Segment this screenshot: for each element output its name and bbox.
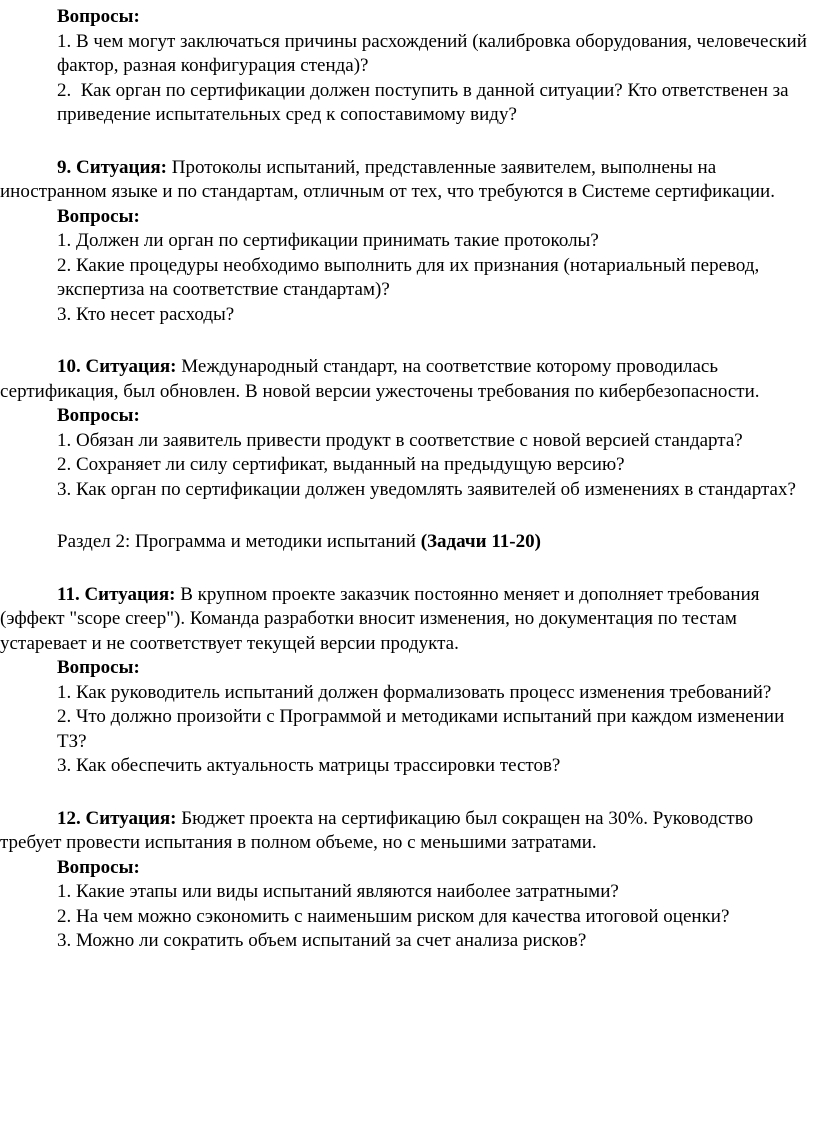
situation-paragraph	[0, 583, 816, 657]
questions-heading: Вопросы:	[57, 405, 140, 426]
situation-paragraph	[0, 807, 816, 856]
questions-heading: Вопросы:	[57, 856, 140, 878]
questions-heading: Вопросы:	[57, 6, 140, 27]
question-item: 3. Как обеспечить актуальность матрицы трассировки тестов?	[57, 755, 561, 776]
situation-paragraph	[0, 355, 816, 404]
situation-text: Протоколы испытаний, представленные заявителем, выполнены на иностранном языке и по стандартам, отличным от тех, что требуются в Системе сертификации.	[0, 156, 775, 202]
question-item: 1. В чем могут заключаться причины расхождений (калибровка оборудования, человеческий фактор, разная конфигурация стенда)?	[57, 30, 812, 76]
question-item: 2. На чем можно сэкономить с наименьшим риском для качества итоговой оценки?	[57, 905, 730, 927]
question-item: 2. Что должно произойти с Программой и методиками испытаний при каждом изменении ТЗ?	[57, 706, 789, 752]
question-item: 1. Как руководитель испытаний должен формализовать процесс изменения требований?	[57, 681, 772, 703]
situation-text: Бюджет проекта на сертификацию был сокращен на 30%. Руководство требует провести испытания в полном объеме, но с меньшими затратами.	[0, 807, 754, 853]
situation-label: 11. Ситуация:	[57, 583, 176, 605]
blank-line	[0, 779, 816, 807]
blank-line	[0, 502, 816, 530]
situation-label: 9. Ситуация:	[57, 156, 168, 178]
situation-label: 12. Ситуация:	[57, 807, 177, 829]
section-heading-text: Раздел 2: Программа и методики испытаний	[57, 531, 421, 552]
situation-label: 10. Ситуация:	[57, 356, 177, 377]
question-item: 3. Кто несет расходы?	[57, 303, 235, 325]
question-item: 3. Можно ли сократить объем испытаний за счет анализа рисков?	[57, 930, 587, 951]
question-item: 2. Какие процедуры необходимо выполнить для их признания (нотариальный перевод, экспертиза на соответствие стандартам)?	[57, 254, 765, 300]
situation-text: В крупном проекте заказчик постоянно меняет и дополняет требования (эффект "scope creep"). Команда разработки вносит изменения, но документация по тестам устаревает и не соответствует текущей версии продукта.	[0, 583, 760, 654]
question-item: 1. Какие этапы или виды испытаний являются наиболее затратными?	[57, 881, 619, 902]
section-heading	[57, 530, 816, 555]
question-item: 1. Обязан ли заявитель привести продукт в соответствие с новой версией стандарта?	[57, 429, 743, 451]
questions-heading: Вопросы:	[57, 657, 140, 678]
question-item: 2. Сохраняет ли силу сертификат, выданный на предыдущую версию?	[57, 454, 625, 475]
blank-line	[0, 327, 816, 355]
blank-line	[0, 555, 816, 583]
situation-text: Международный стандарт, на соответствие которому проводилась сертификация, был обновлен. В новой версии ужесточены требования по кибербезопасности.	[0, 356, 760, 402]
situation-paragraph	[0, 156, 816, 205]
question-item: 3. Как орган по сертификации должен уведомлять заявителей об изменениях в стандартах?	[57, 478, 796, 500]
question-item: 2. Как орган по сертификации должен поступить в данной ситуации? Кто ответственен за приведение испытательных сред к сопоставимому виду?	[57, 79, 794, 125]
blank-line	[0, 128, 816, 156]
question-item: 1. Должен ли орган по сертификации принимать такие протоколы?	[57, 230, 599, 251]
section-heading-tasks-range: (Задачи 11-20)	[420, 531, 541, 552]
questions-heading: Вопросы:	[57, 205, 140, 227]
